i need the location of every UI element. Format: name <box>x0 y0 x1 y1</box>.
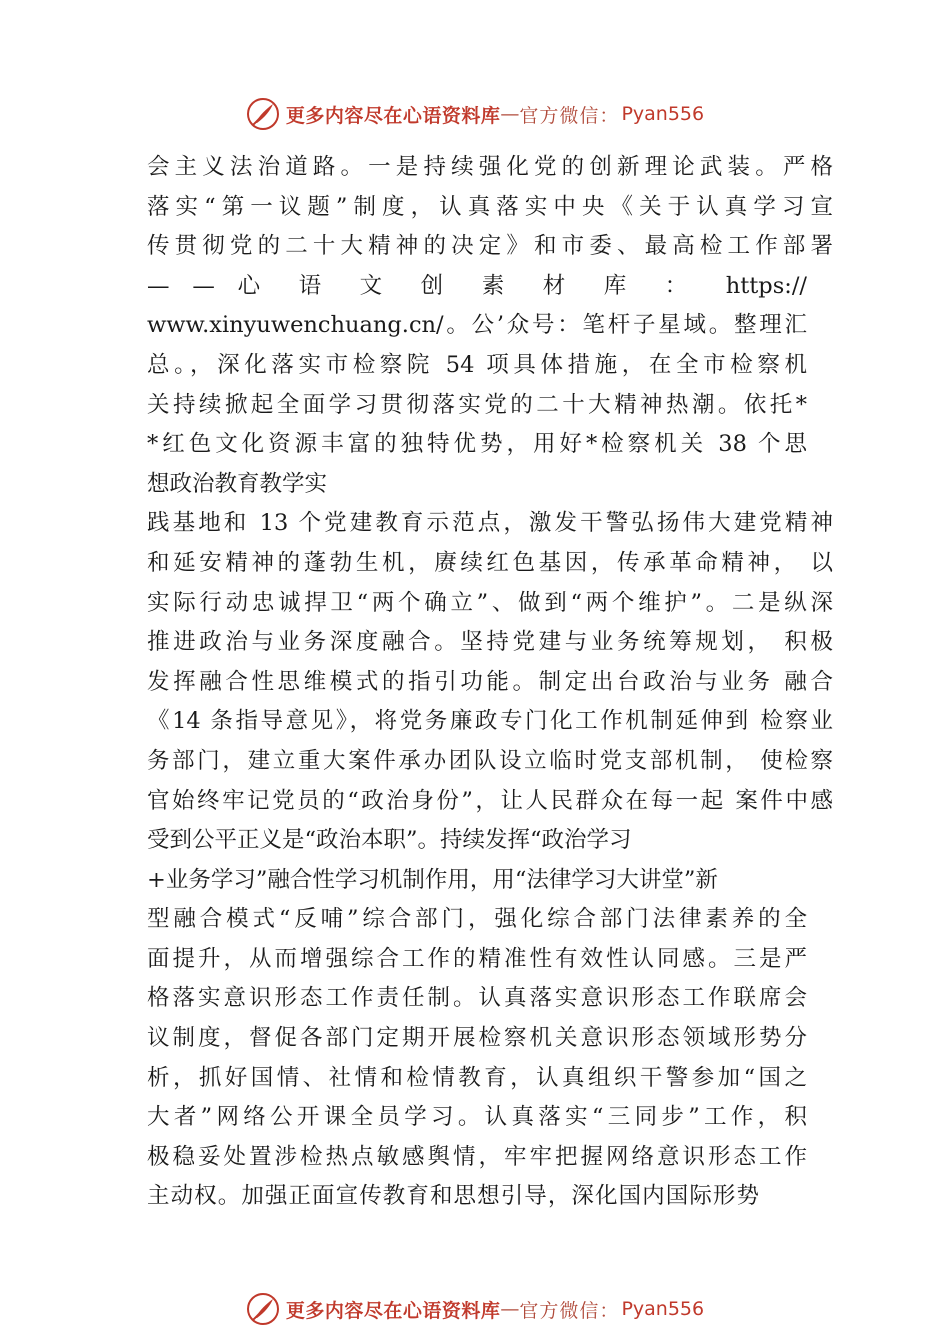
body-line: +业务学习”融合性学习机制作用，用“法律学习大讲堂”新 <box>147 866 718 893</box>
footer-watermark <box>0 1289 950 1329</box>
body-line: 务部门，建立重大案件承办团队设立临时党支部机制， 使检察 <box>147 747 833 774</box>
body-line: 面提升，从而增强综合工作的精准性有效性认同感。三是严 <box>147 945 807 972</box>
wechat-id: Pyan556 <box>621 103 705 125</box>
body-line: 议制度，督促各部门定期开展检察机关意识形态领域形势分 <box>147 1025 807 1052</box>
body-line: 关持续掀起全面学习贯彻落实党的二十大精神热潮。依托* <box>147 391 807 418</box>
wechat-label: 官方微信： <box>519 1299 620 1322</box>
body-line: 官始终牢记党员的“政治身份”，让人民群众在每一起 案件中感 <box>147 787 833 814</box>
brand-text: 更多内容尽在心语资料库 <box>285 104 501 127</box>
body-line: 《14 条指导意见》，将党务廉政专门化工作机制延伸到 检察业 <box>147 708 833 735</box>
brand-separator: — <box>500 1298 520 1320</box>
body-line: 想政治教育教学实 <box>147 470 328 497</box>
body-line: 落实“第一议题”制度，认真落实中央《关于认真学习宣 <box>147 193 833 220</box>
quill-logo-icon <box>246 97 280 131</box>
body-line: 受到公平正义是“政治本职”。持续发挥“政治学习 <box>147 827 632 854</box>
body-line: 格落实意识形态工作责任制。认真落实意识形态工作联席会 <box>147 985 807 1012</box>
header-watermark <box>0 94 950 134</box>
body-line: 发挥融合性思维模式的指引功能。制定出台政治与业务 融合 <box>147 668 833 695</box>
body-line: 践基地和 13 个党建教育示范点，激发干警弘扬伟大建党精神 <box>147 510 833 537</box>
document-body <box>147 148 833 1217</box>
body-line: — — 心 语 文 创 素 材 库 ： https:// <box>147 272 807 299</box>
body-line: www.xinyuwenchuang.cn/。公’众号：笔杆子星域。整理汇 <box>147 312 807 339</box>
wechat-id: Pyan556 <box>621 1298 705 1320</box>
wechat-label: 官方微信： <box>519 104 620 127</box>
body-line: 和延安精神的蓬勃生机，赓续红色基因，传承革命精神， 以 <box>147 549 833 576</box>
body-line: 实际行动忠诚捍卫“两个确立”、做到“两个维护”。二是纵深 <box>147 589 833 616</box>
body-line: 传贯彻党的二十大精神的决定》和市委、最高检工作部署 <box>147 233 833 260</box>
body-line: 总。，深化落实市检察院 54 项具体措施，在全市检察机 <box>147 351 807 378</box>
brand-separator: — <box>500 103 520 125</box>
body-line: 大者”网络公开课全员学习。认真落实“三同步”工作，积 <box>147 1104 807 1131</box>
body-line: 会主义法治道路。一是持续强化党的创新理论武装。严格 <box>147 154 833 180</box>
body-line: 型融合模式“反哺”综合部门，强化综合部门法律素养的全 <box>147 906 807 933</box>
body-line: *红色文化资源丰富的独特优势，用好*检察机关 38 个思 <box>147 431 807 458</box>
body-line: 推进政治与业务深度融合。坚持党建与业务统筹规划， 积极 <box>147 629 833 656</box>
body-line: 主动权。加强正面宣传教育和思想引导，深化国内国际形势 <box>147 1183 759 1210</box>
brand-text: 更多内容尽在心语资料库 <box>285 1299 501 1322</box>
body-line: 极稳妥处置涉检热点敏感舆情，牢牢把握网络意识形态工作 <box>147 1143 807 1170</box>
quill-logo-icon <box>246 1292 280 1326</box>
body-line: 析，抓好国情、社情和检情教育，认真组织干警参加“国之 <box>147 1064 807 1091</box>
